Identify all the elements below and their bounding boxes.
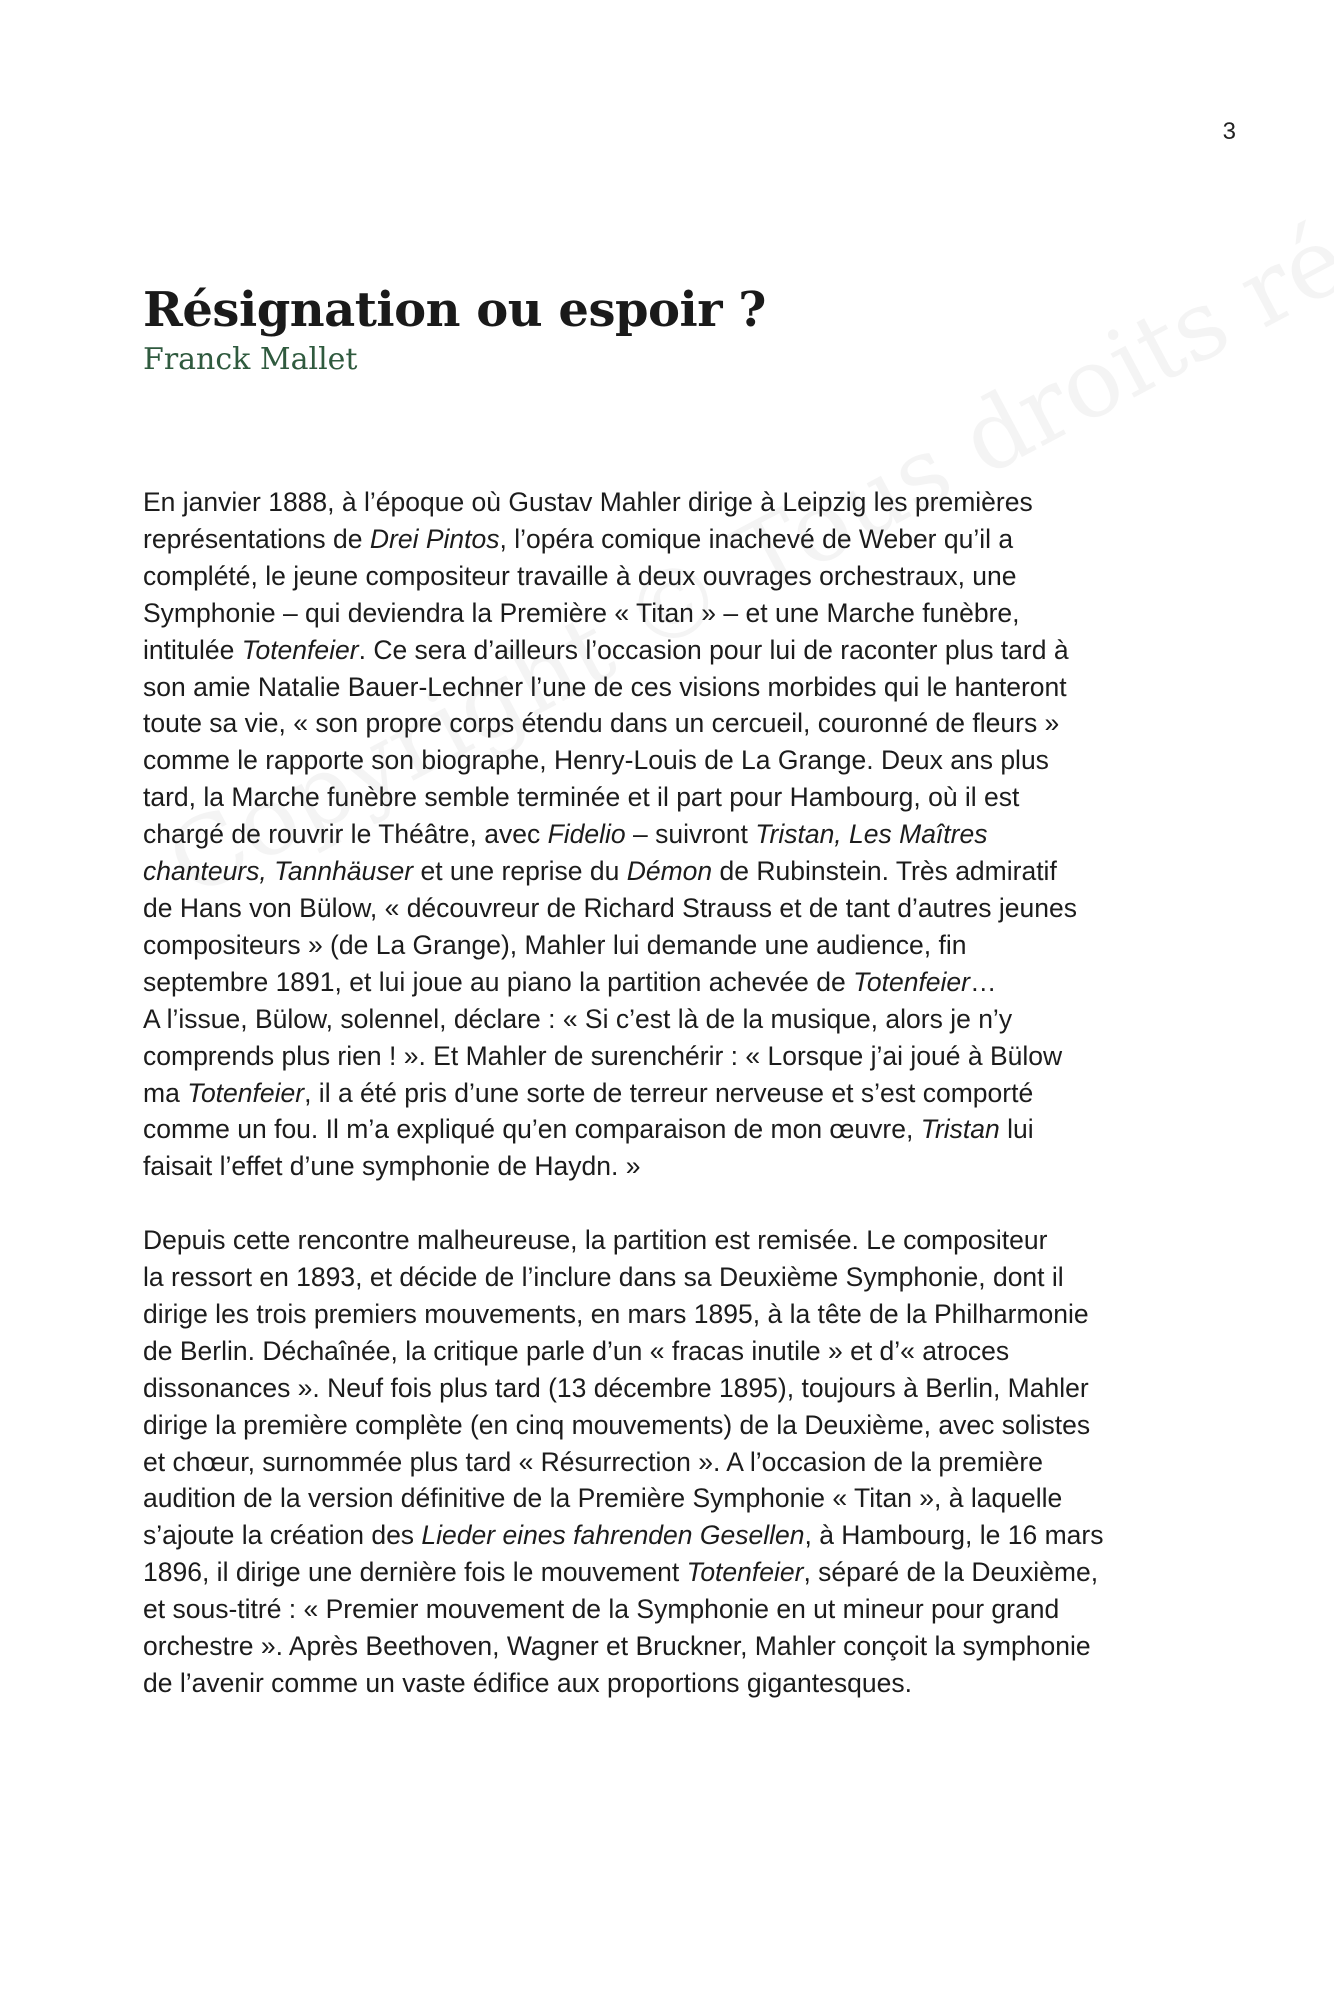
text-run: lui (999, 1114, 1034, 1145)
text-line (143, 595, 1203, 632)
text-line (143, 1333, 1203, 1370)
text-run: s’ajoute la création des (143, 1520, 422, 1551)
italic-title-run: Totenfeier (686, 1557, 804, 1588)
text-line (143, 1407, 1203, 1444)
text-run: A l’issue, Bülow, solennel, déclare : « Si c’est là de la musique, alors je n’y (143, 1003, 1013, 1034)
text-run: . Ce sera d’ailleurs l’occasion pour lui de raconter plus tard à (358, 634, 1069, 665)
text-line (143, 816, 1203, 853)
text-line (143, 1001, 1203, 1038)
italic-title-run: Tristan (920, 1114, 1000, 1145)
text-run: audition de la version définitive de la Première Symphonie « Titan », à laquelle (143, 1483, 1063, 1514)
text-line (143, 1480, 1203, 1517)
text-run: de l’avenir comme un vaste édifice aux proportions gigantesques. (143, 1667, 912, 1698)
text-run: compositeurs » (de La Grange), Mahler lui demande une audience, fin (143, 929, 967, 960)
text-run: , l’opéra comique inachevé de Weber qu’il a (499, 523, 1014, 554)
italic-title-run: Totenfeier (187, 1077, 305, 1108)
text-run: et sous-titré : « Premier mouvement de la Symphonie en ut mineur pour grand (143, 1594, 1060, 1625)
text-line (143, 1259, 1203, 1296)
text-run: dirige la première complète (en cinq mouvements) de la Deuxième, avec solistes (143, 1409, 1091, 1440)
text-line (143, 853, 1203, 890)
text-line (143, 1296, 1203, 1333)
text-run: intitulée (143, 634, 242, 665)
text-line (143, 1444, 1203, 1481)
text-run: dissonances ». Neuf fois plus tard (13 décembre 1895), toujours à Berlin, Mahler (143, 1372, 1089, 1403)
italic-title-run: chanteurs, Tannhäuser (143, 856, 414, 887)
text-run: , il a été pris d’une sorte de terreur nerveuse et s’est comporté (304, 1077, 1034, 1108)
text-run: Depuis cette rencontre malheureuse, la partition est remisée. Le compositeur (143, 1225, 1048, 1256)
text-line (143, 669, 1203, 706)
text-run: comprends plus rien ! ». Et Mahler de surenchérir : « Lorsque j’ai joué à Bülow (143, 1040, 1063, 1071)
italic-title-run: Fidelio (547, 819, 626, 850)
text-run: En janvier 1888, à l’époque où Gustav Mahler dirige à Leipzig les premières (143, 487, 1033, 517)
text-line (143, 1665, 1203, 1702)
text-run: de Berlin. Déchaînée, la critique parle d’un « fracas inutile » et d’« atroces (143, 1335, 1010, 1366)
text-line (143, 890, 1203, 927)
italic-title-run: Totenfeier (241, 634, 359, 665)
text-run: comme le rapporte son biographe, Henry-Louis de La Grange. Deux ans plus (143, 745, 1049, 776)
text-run: toute sa vie, « son propre corps étendu dans un cercueil, couronné de fleurs » (143, 708, 1060, 739)
italic-title-run: Démon (626, 856, 713, 887)
text-run: complété, le jeune compositeur travaille à deux ouvrages orchestraux, une (143, 560, 1017, 591)
article-author: Franck Mallet (143, 342, 358, 377)
text-line (143, 742, 1203, 779)
text-line (143, 1591, 1203, 1628)
text-run: – suivront (625, 819, 756, 850)
italic-title-run: Tristan, Les Maîtres (755, 819, 988, 850)
text-run: comme un fou. Il m’a expliqué qu’en comparaison de mon œuvre, (143, 1114, 921, 1145)
text-line (143, 1628, 1203, 1665)
text-line (143, 964, 1203, 1001)
text-line (143, 558, 1203, 595)
text-run: … (970, 966, 997, 997)
text-line (143, 484, 1203, 521)
italic-title-run: Drei Pintos (369, 523, 500, 554)
text-line (143, 1370, 1203, 1407)
text-line (143, 705, 1203, 742)
text-run: de Hans von Bülow, « découvreur de Richard Strauss et de tant d’autres jeunes (143, 892, 1077, 923)
text-run: chargé de rouvrir le Théâtre, avec (143, 819, 548, 850)
text-run: faisait l’effet d’une symphonie de Haydn. » (143, 1151, 641, 1182)
text-run: , à Hambourg, le 16 mars (804, 1520, 1104, 1551)
text-run: et chœur, surnommée plus tard « Résurrection ». A l’occasion de la première (143, 1446, 1043, 1477)
text-line (143, 1148, 1203, 1185)
text-line (143, 1038, 1203, 1075)
text-run: représentations de (143, 523, 370, 554)
text-run: Symphonie – qui deviendra la Première « Titan » – et une Marche funèbre, (143, 597, 1020, 628)
text-line (143, 1517, 1203, 1554)
text-run: orchestre ». Après Beethoven, Wagner et Bruckner, Mahler conçoit la symphonie (143, 1631, 1091, 1662)
paragraph (143, 484, 1203, 1185)
text-line (143, 1075, 1203, 1112)
text-line (143, 1222, 1203, 1259)
text-run: ma (143, 1077, 188, 1108)
text-line (143, 927, 1203, 964)
text-line (143, 779, 1203, 816)
text-run: , séparé de la Deuxième, (803, 1557, 1099, 1588)
page-number: 3 (1222, 118, 1236, 145)
text-run: dirige les trois premiers mouvements, en mars 1895, à la tête de la Philharmonie (143, 1298, 1089, 1329)
text-run: et une reprise du (413, 856, 627, 887)
paragraph (143, 1222, 1203, 1702)
text-line (143, 1554, 1203, 1591)
text-run: septembre 1891, et lui joue au piano la partition achevée de (143, 966, 854, 997)
text-line (143, 521, 1203, 558)
text-run: tard, la Marche funèbre semble terminée et il part pour Hambourg, où il est (143, 782, 1020, 813)
text-line (143, 1111, 1203, 1148)
article-title: Résignation ou espoir ? (143, 282, 766, 338)
italic-title-run: Lieder eines fahrenden Gesellen (421, 1520, 805, 1551)
italic-title-run: Totenfeier (853, 966, 970, 997)
article-body (143, 484, 1203, 1702)
text-run: de Rubinstein. Très admiratif (712, 856, 1057, 887)
text-run: la ressort en 1893, et décide de l’inclure dans sa Deuxième Symphonie, dont il (143, 1262, 1064, 1293)
text-run: 1896, il dirige une dernière fois le mouvement (143, 1557, 687, 1588)
text-line (143, 632, 1203, 669)
text-run: son amie Natalie Bauer-Lechner l’une de ces visions morbides qui le hanteront (143, 671, 1067, 702)
